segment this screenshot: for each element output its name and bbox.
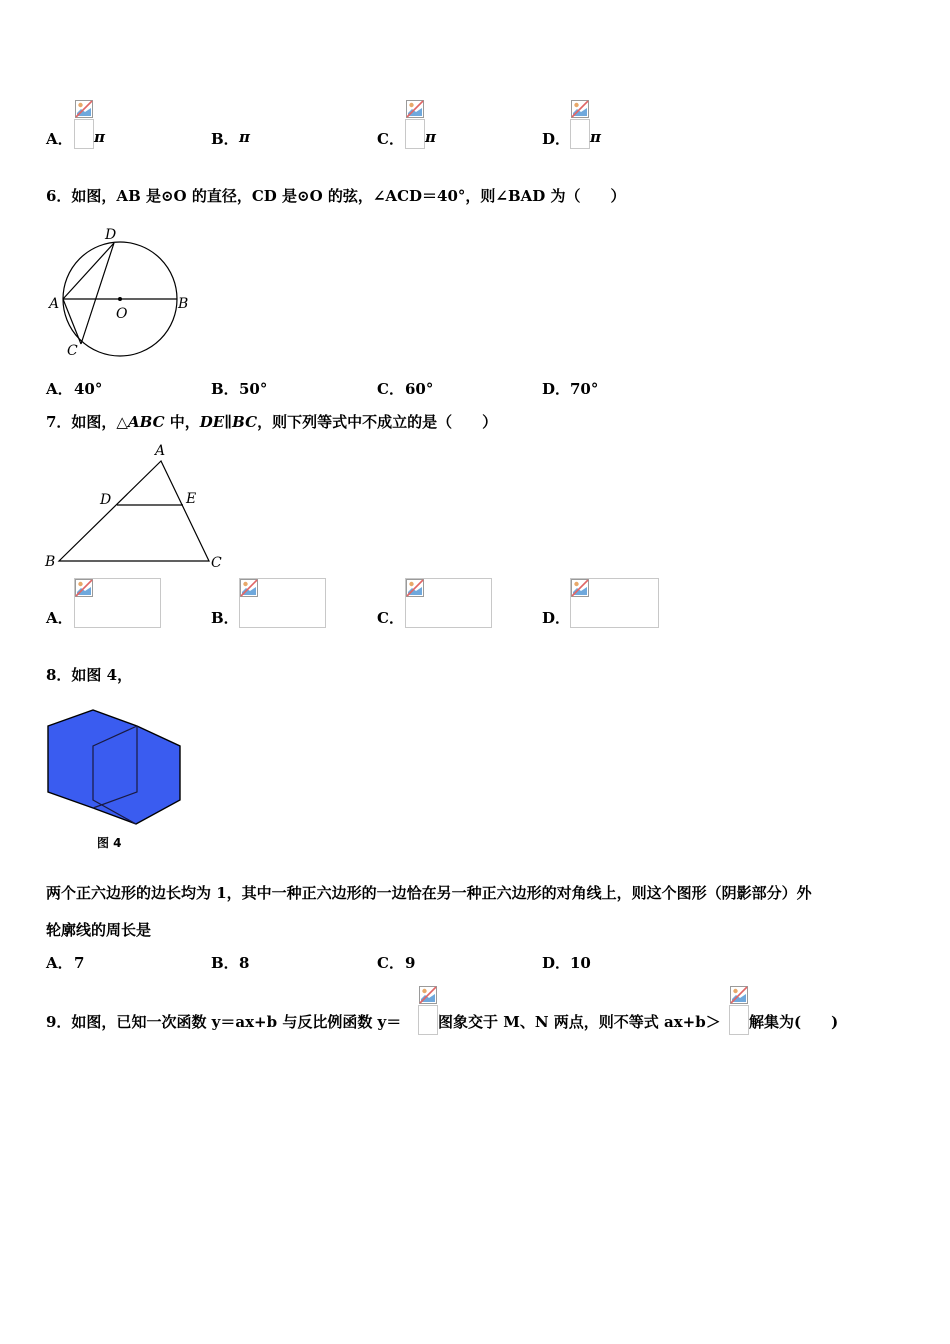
q5-option-a-image xyxy=(74,119,94,149)
q7-option-a-label: A． xyxy=(46,609,73,627)
q8-option-b-value: 8 xyxy=(239,954,250,972)
chord-ac xyxy=(63,299,81,344)
chord-dc xyxy=(81,243,114,344)
q9-part2: 图象交于 M、N 两点，则不等式 ax+b＞ xyxy=(438,1013,721,1031)
label-c: C xyxy=(211,555,222,571)
q6-option-a-value: 40° xyxy=(74,380,103,398)
q8-text-line2: 轮廓线的周长是 xyxy=(46,921,152,939)
label-d: D xyxy=(100,492,112,508)
q6-option-d-value: 70° xyxy=(570,380,599,398)
center-o xyxy=(118,297,122,301)
q9-fraction-image-2 xyxy=(729,1005,749,1035)
broken-image-icon xyxy=(75,579,93,597)
label-b: B xyxy=(45,554,56,570)
q6-circle-figure xyxy=(40,222,200,362)
q8-question: 8．如图 4， xyxy=(46,666,133,684)
label-c: C xyxy=(67,343,78,359)
broken-image-icon xyxy=(419,986,437,1004)
q7-question xyxy=(46,412,497,432)
q7-option-c-label: C． xyxy=(377,609,404,627)
q7-prefix: 7．如图，△ xyxy=(46,413,128,431)
q9-part3: 解集为( ) xyxy=(749,1013,839,1031)
q9-fraction-image-1 xyxy=(418,1005,438,1035)
q6-option-d-label: D． xyxy=(542,380,571,398)
q5-option-d-pi: π xyxy=(590,128,601,146)
q5-option-d-image xyxy=(570,119,590,149)
q6-option-c-value: 60° xyxy=(405,380,434,398)
q7-option-b-label: B． xyxy=(211,609,239,627)
label-d: D xyxy=(105,227,117,243)
q8-option-b-label: B． xyxy=(211,954,239,972)
q8-text-line1: 两个正六边形的边长均为 1，其中一种正六边形的一边恰在另一种正六边形的对角线上，则这个图形（阴影部分）外 xyxy=(46,884,812,902)
q8-option-c-label: C． xyxy=(377,954,404,972)
broken-image-icon xyxy=(571,579,589,597)
broken-image-icon xyxy=(75,100,93,118)
label-b: B xyxy=(178,296,189,312)
q8-option-d-label: D． xyxy=(542,954,571,972)
q5-option-c-label: C． xyxy=(377,130,404,148)
broken-image-icon xyxy=(406,579,424,597)
q8-figure-caption: 图 4 xyxy=(97,836,122,850)
q7-segment-de: DE xyxy=(199,413,225,431)
q8-option-a-label: A． xyxy=(46,954,73,972)
q5-option-b-label: B． xyxy=(211,130,239,148)
q8-option-c-value: 9 xyxy=(405,954,416,972)
q5-option-c-image xyxy=(405,119,425,149)
q7-suffix: ，则下列等式中不成立的是（ ） xyxy=(257,413,498,431)
q8-hexagon-figure xyxy=(44,706,189,854)
q7-option-d-label: D． xyxy=(542,609,571,627)
q7-triangle-figure xyxy=(40,440,240,575)
q6-option-b-label: B． xyxy=(211,380,239,398)
broken-image-icon xyxy=(406,100,424,118)
label-a: A xyxy=(155,443,166,459)
q8-option-a-value: 7 xyxy=(74,954,85,972)
q5-option-b-pi: π xyxy=(239,128,250,146)
q5-option-d-label: D． xyxy=(542,130,571,148)
broken-image-icon xyxy=(730,986,748,1004)
hexagon-union-shape xyxy=(48,710,180,824)
label-o: O xyxy=(116,306,128,322)
q5-option-a-label: A． xyxy=(46,130,73,148)
q8-option-d-value: 10 xyxy=(570,954,591,972)
q6-question: 6．如图，AB 是⊙O 的直径，CD 是⊙O 的弦，∠ACD＝40°，则∠BAD 为（ ） xyxy=(46,187,626,205)
broken-image-icon xyxy=(571,100,589,118)
label-e: E xyxy=(186,491,197,507)
label-a: A xyxy=(49,296,60,312)
q7-segment-bc: BC xyxy=(232,413,258,431)
broken-image-icon xyxy=(240,579,258,597)
q7-mid: 中， xyxy=(164,413,200,431)
q6-option-a-label: A． xyxy=(46,380,73,398)
q5-option-c-pi: π xyxy=(425,128,436,146)
q9-part1: 9．如图，已知一次函数 y＝ax+b 与反比例函数 y＝ xyxy=(46,1013,402,1031)
q7-parallel: ∥ xyxy=(224,413,233,431)
q6-option-c-label: C． xyxy=(377,380,404,398)
q5-option-a-pi: π xyxy=(94,128,105,146)
q6-option-b-value: 50° xyxy=(239,380,268,398)
triangle-abc xyxy=(59,461,209,561)
q7-triangle-abc: ABC xyxy=(127,413,165,431)
